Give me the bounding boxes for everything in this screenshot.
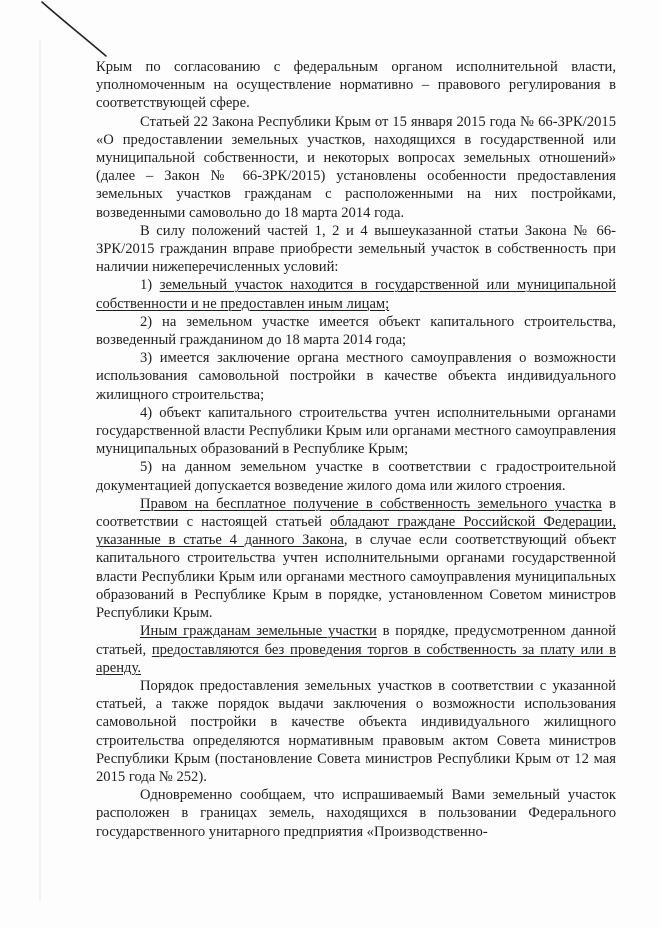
condition-item-4: 4) объект капитального строительства учтен исполнительными органами государственной власти Республики Крым или органами местного самоуправления муниципальных образований в Республике Крым; [96, 404, 616, 458]
left-margin-scan-shadow [0, 0, 96, 928]
paragraph-4-underlined-2: обладают граждане Российской Федерации, указанные в статье 4 данного Закона [96, 514, 616, 549]
paragraph-5-underlined-2: предоставляются без проведения торгов в собственность за плату или в аренду. [96, 641, 616, 676]
paragraph-6: Порядок предоставления земельных участков в соответствии с указанной статьей, а также порядок выдачи заключения о возможности использования самовольной постройки в качестве объекта индивидуального жилищного строительства определяются нормативным правовым актом Совета министров Республики Крым (постановление Совета министров Республики Крым от 12 мая 2015 года № 252). [96, 677, 616, 785]
condition-item-5: 5) на данном земельном участке в соответствии с градостроительной документацией допускается возведение жилого дома или жилого строения. [96, 459, 616, 494]
condition-item-1-number: 1) [140, 277, 160, 294]
condition-item-3: 3) имеется заключение органа местного самоуправления о возможности использования самовольной постройки в качестве объекта индивидуального жилищного строительства; [96, 350, 616, 403]
document-body [96, 58, 616, 841]
paragraph-7: Одновременно сообщаем, что испрашиваемый Вами земельный участок расположен в границах земель, находящихся в пользовании Федерального государственного унитарного предприятия «Производственно- [96, 787, 616, 840]
paragraph-4-underlined-1: Правом на бесплатное получение в собственность земельного участка [140, 495, 602, 512]
paragraph-4-text-2: , в случае если соответствующий объект капитального строительства учтен исполнительными органами государственной власти Республики Крым или органами местного самоуправления муниципальных образований в Республике Крым в порядке, установленном Советом министров Республики Крым. [96, 532, 616, 622]
paragraph-4-text-1: в соответствии с настоящей статьей [96, 495, 616, 531]
paragraph-5 [96, 622, 616, 677]
paragraph-1: Крым по согласованию с федеральным органом исполнительной власти, уполномоченным на осуществление нормативно – правового регулирования в соответствующей сфере. [96, 59, 616, 112]
paragraph-4 [96, 495, 616, 622]
paragraph-2: Статьей 22 Закона Республики Крым от 15 января 2015 года № 66-ЗРК/2015 «О предоставлении земельных участков, находящихся в государственной или муниципальной собственности, и некоторых вопросах земельных отношений» (далее – Закон № 66-ЗРК/2015) установлены особенности предоставления земельных участков гражданам с расположенными на них постройками, возведенными самовольно до 18 марта 2014 года. [96, 113, 616, 221]
condition-item-2: 2) на земельном участке имеется объект капитального строительства, возведенный гражданином до 18 марта 2014 года; [96, 313, 616, 349]
paragraph-5-underlined-1: Иным гражданам земельные участки [140, 623, 377, 640]
condition-item-1 [96, 276, 616, 312]
condition-item-1-text: земельный участок находится в государственной или муниципальной собственности и не предоставлен иным лицам; [96, 277, 616, 312]
paragraph-3: В силу положений частей 1, 2 и 4 вышеуказанной статьи Закона № 66-ЗРК/2015 гражданин вправе приобрести земельный участок в собственность при наличии нижеперечисленных условий: [96, 222, 616, 276]
paragraph-5-text-1: в порядке, предусмотренном данной статьей, [96, 623, 616, 658]
